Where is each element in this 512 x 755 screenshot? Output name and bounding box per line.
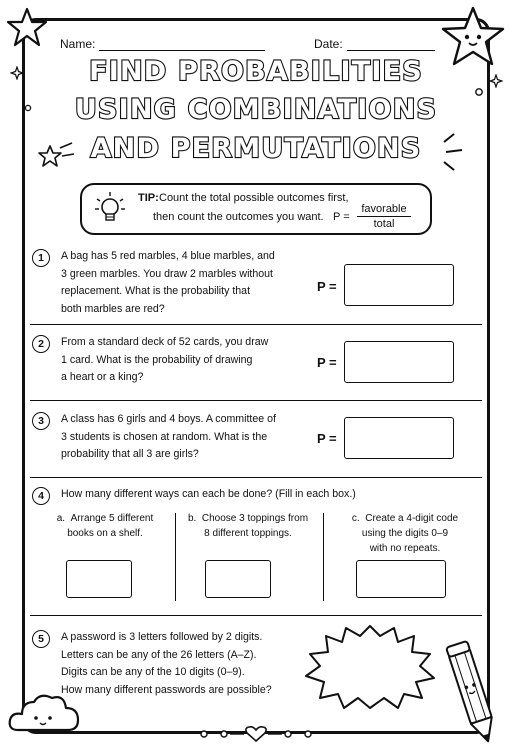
tip-line-1: Count the total possible outcomes first, <box>159 192 349 204</box>
answer-box-4b[interactable] <box>205 560 271 598</box>
answer-label-1: P = <box>317 279 337 294</box>
name-field[interactable] <box>99 50 265 51</box>
answer-label-3: P = <box>317 431 337 446</box>
question-5-text: A password is 3 letters followed by 2 digits. Letters can be any of the 26 letters (A–Z). Digits can be any of the 10 digits (0–9). How many different passwords are possible? <box>61 631 272 696</box>
fraction-bar <box>357 216 411 217</box>
title-line-2: USING COMBINATIONS <box>74 94 438 125</box>
cloud-icon <box>6 688 82 740</box>
sparkle-lines-icon <box>440 130 470 174</box>
answer-box-4a[interactable] <box>66 560 132 598</box>
tip-numerator: favorable <box>361 203 407 215</box>
question-number-3: 3 <box>32 412 50 430</box>
tip-label: TIP: <box>138 192 159 204</box>
star-icon <box>6 6 48 48</box>
question-number-2: 2 <box>32 335 50 353</box>
answer-box-4c[interactable] <box>356 560 446 598</box>
question-3-text: A class has 6 girls and 4 boys. A committee of 3 students is chosen at random. What is the probability that all 3 are girls? <box>61 413 276 460</box>
shooting-star-icon <box>36 140 76 172</box>
title-line-1: FIND PROBABILITIES <box>89 56 423 87</box>
divider <box>30 400 482 401</box>
question-1-text: A bag has 5 red marbles, 4 blue marbles, and 3 green marbles. You draw 2 marbles without replacement. What is the probability that both marbles are red? <box>61 250 275 315</box>
question-number-1: 1 <box>32 249 50 267</box>
bottom-ornament <box>190 722 322 746</box>
answer-burst-box[interactable] <box>300 620 440 714</box>
answer-box-3[interactable] <box>344 417 454 459</box>
question-2-text: From a standard deck of 52 cards, you draw 1 card. What is the probability of drawing a heart or a king? <box>61 336 269 383</box>
tip-line-2: then count the outcomes you want. <box>153 211 324 223</box>
date-field[interactable] <box>347 50 435 51</box>
answer-box-2[interactable] <box>344 341 454 383</box>
part-b-text: b. Choose 3 toppings from 8 different toppings. <box>187 513 309 539</box>
tip-denominator: total <box>373 218 395 230</box>
pencil-icon <box>444 640 500 750</box>
answer-label-2: P = <box>317 355 337 370</box>
divider <box>30 477 482 478</box>
part-c-text: c. Create a 4-digit code using the digits 0–9 with no repeats. <box>351 513 459 554</box>
answer-box-1[interactable] <box>344 264 454 306</box>
date-label: Date: <box>314 37 343 51</box>
part-a-text: a. Arrange 5 different books on a shelf. <box>56 513 154 539</box>
lightbulb-icon <box>90 189 130 231</box>
question-number-5: 5 <box>32 630 50 648</box>
title-line-3: AND PERMUTATIONS <box>90 133 422 164</box>
tip-formula-label: P = <box>333 211 350 223</box>
question-4-prompt: How many different ways can each be done? (Fill in each box.) <box>61 488 356 500</box>
heart-icon <box>246 727 266 741</box>
divider <box>30 324 482 325</box>
question-number-4: 4 <box>32 487 50 505</box>
divider <box>175 513 176 601</box>
divider <box>30 615 482 616</box>
name-label: Name: <box>60 37 96 51</box>
divider <box>323 513 324 601</box>
